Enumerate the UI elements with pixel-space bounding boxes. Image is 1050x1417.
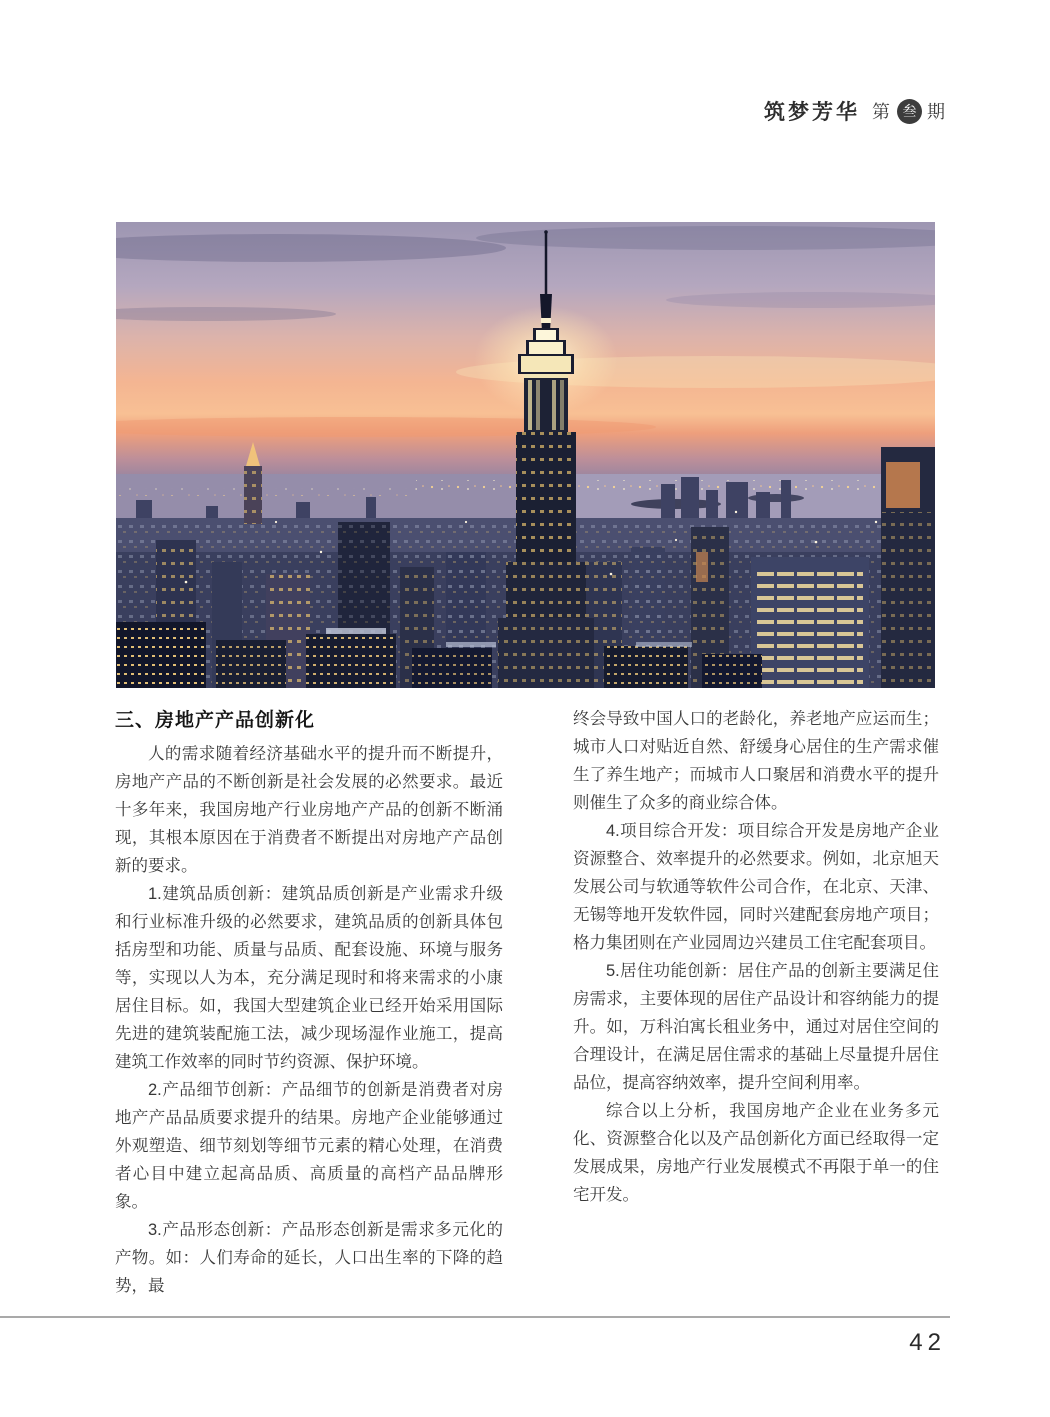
paragraph: 人的需求随着经济基础水平的提升而不断提升，房地产产品的不断创新是社会发展的必然要求。最近十多年来，我国房地产行业房地产产品的创新不断涌现，其根本原因在于消费者不断提出对房地产产品创新的要求。 bbox=[115, 745, 503, 875]
paragraph: 5.居住功能创新：居住产品的创新主要满足住房需求，主要体现的居住产品设计和容纳能力的提升。如，万科泊寓长租业务中，通过对居住空间的合理设计，在满足居住需求的基础上尽量提升居住品位，提高容纳效率，提升空间利用率。 bbox=[573, 962, 939, 1092]
city-skyline-photo bbox=[116, 222, 935, 688]
article-body bbox=[115, 705, 939, 1300]
issue-number-badge: 叁 bbox=[897, 99, 922, 124]
issue-prefix: 第 bbox=[872, 102, 892, 122]
paragraph: 综合以上分析，我国房地产企业在业务多元化、资源整合化以及产品创新化方面已经取得一定发展成果，房地产行业发展模式不再限于单一的住宅开发。 bbox=[573, 1102, 939, 1204]
paragraph: 终会导致中国人口的老龄化，养老地产应运而生；城市人口对贴近自然、舒缓身心居住的生产需求催生了养生地产；而城市人口聚居和消费水平的提升则催生了众多的商业综合体。 bbox=[573, 710, 939, 812]
issue-suffix: 期 bbox=[927, 102, 947, 122]
skyline-illustration bbox=[116, 222, 935, 688]
paragraph: 3.产品形态创新：产品形态创新是需求多元化的产物。如：人们寿命的延长，人口出生率的下降的趋势，最 bbox=[115, 1221, 503, 1295]
article-right-column bbox=[573, 705, 939, 1300]
footer-divider bbox=[0, 1316, 950, 1318]
paragraph: 2.产品细节创新：产品细节的创新是消费者对房地产产品品质要求提升的结果。房地产企业能够通过外观塑造、细节刻划等细节元素的精心处理，在消费者心目中建立起高品质、高质量的高档产品品牌形象。 bbox=[115, 1081, 503, 1211]
issue-label bbox=[872, 98, 947, 124]
shoreline-lights bbox=[416, 480, 935, 490]
paragraph: 1.建筑品质创新：建筑品质创新是产业需求升级和行业标准升级的必然要求，建筑品质的创新具体包括房型和功能、质量与品质、配套设施、环境与服务等，实现以人为本，充分满足现时和将来需求的小康居住目标。如，我国大型建筑企业已经开始采用国际先进的建筑装配施工法，减少现场湿作业施工，提高建筑工作效率的同时节约资源、保护环境。 bbox=[115, 885, 503, 1071]
section-heading: 三、房地产产品创新化 bbox=[115, 710, 316, 731]
page-number: 42 bbox=[909, 1329, 946, 1356]
magazine-title: 筑梦芳华 bbox=[764, 101, 860, 124]
shoreline-lights bbox=[116, 488, 416, 496]
article-left-column bbox=[115, 705, 503, 1300]
paragraph: 4.项目综合开发：项目综合开发是房地产企业资源整合、效率提升的必然要求。例如，北京旭天发展公司与软通等软件公司合作，在北京、天津、无锡等地开发软件园，同时兴建配套房地产项目；格力集团则在产业园周边兴建员工住宅配套项目。 bbox=[573, 822, 939, 952]
page-header bbox=[764, 96, 947, 126]
